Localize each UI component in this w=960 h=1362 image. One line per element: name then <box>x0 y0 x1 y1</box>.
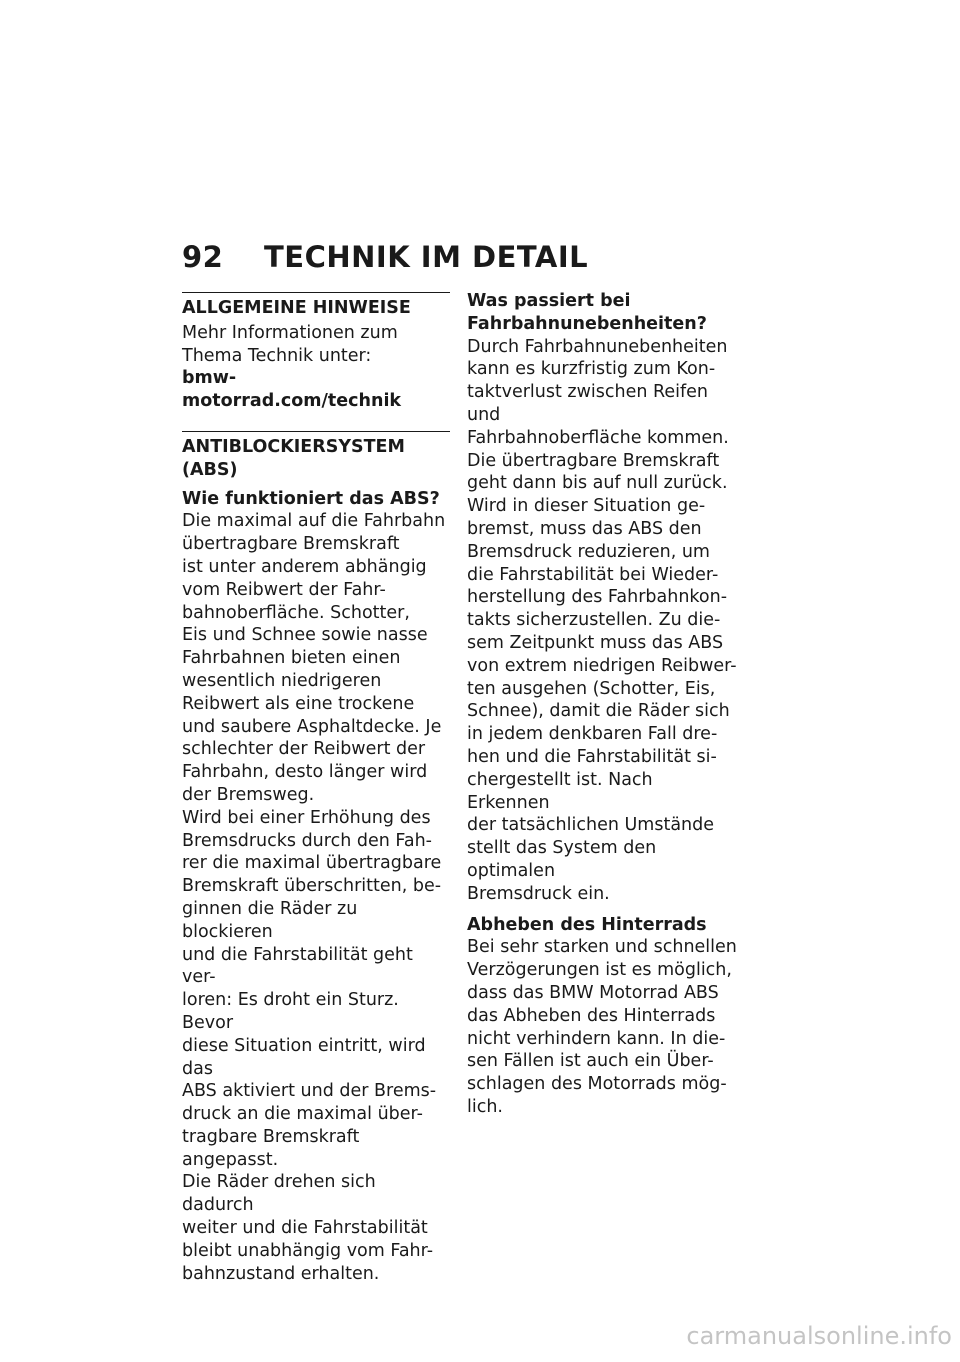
left-column <box>182 292 450 1285</box>
page-title: TECHNIK IM DETAIL <box>264 240 589 274</box>
subheading-rear-wheel-lift: Abheben des Hinterrads <box>467 914 707 935</box>
page-number: 92 <box>182 240 224 274</box>
abs-paragraph-2: Wird bei einer Erhöhung des Bremsdrucks durch den Fah- rer die maximal übertragbare Bremskraft überschritten, be- ginnen die Räder zu blockieren und die Fahrstabilität geht ver- loren: Es droht ein Sturz. Bevor diese Situation eintritt, wird das ABS aktiviert und der Brems- druck an die maximal über- tragbare Bremskraft angepasst. Die Räder drehen sich dadurch weiter und die Fahrstabilität bleibt unabhängig vom Fahr- bahnzustand erhalten. <box>182 807 442 1284</box>
rear-wheel-lift-paragraph: Bei sehr starken und schnellen Verzögerungen ist es möglich, dass das BMW Motorrad ABS das Abheben des Hinterrads nicht verhindern kann. In die- sen Fällen ist auch ein Über- schlagen des Motorrads mög- lich. <box>467 937 737 1117</box>
general-notes-text: Mehr Informationen zum Thema Technik unter: <box>182 322 398 366</box>
technik-link[interactable]: bmw-motorrad.com/technik <box>182 368 402 412</box>
right-column <box>467 290 739 1119</box>
section-title-general-notes: ALLGEMEINE HINWEISE <box>182 292 450 320</box>
subheading-road-unevenness: Was passiert bei Fahrbahnunebenheiten? <box>467 291 707 334</box>
road-unevenness-paragraph: Durch Fahrbahnunebenheiten kann es kurzfristig zum Kon- taktverlust zwischen Reifen und Fahrbahnoberfläche kommen. Die übertragbare Bremskraft geht dann bis auf null zurück. Wird in dieser Situation ge- bremst, muss das ABS den Bremsdruck reduzieren, um die Fahrstabilität bei Wieder- herstellung des Fahrbahnkon- takts sicherzustellen. Zu die- sem Zeitpunkt muss das ABS von extrem niedrigen Reibwer- ten ausgehen (Schotter, Eis, Schnee), damit die Räder sich in jedem denkbaren Fall dre- hen und die Fahrstabilität si- chergestellt ist. Nach Erkennen der tatsächlichen Umstände stellt das System den optimalen Bremsdruck ein. <box>467 336 737 904</box>
watermark-text: carmanualsonline.info <box>686 1322 952 1350</box>
abs-paragraph-1: Die maximal auf die Fahrbahn übertragbare Bremskraft ist unter anderem abhängig vom Reibwert der Fahr- bahnoberfläche. Schotter, Eis und Schnee sowie nasse Fahrbahnen bieten einen wesentlich niedrigeren Reibwert als eine trockene und saubere Asphaltdecke. Je schlechter der Reibwert der Fahrbahn, desto länger wird der Bremsweg. <box>182 511 446 805</box>
page-header <box>182 240 588 274</box>
subheading-how-abs-works: Wie funktioniert das ABS? <box>182 488 440 509</box>
section-title-abs: ANTIBLOCKIERSYSTEM (ABS) <box>182 431 450 482</box>
